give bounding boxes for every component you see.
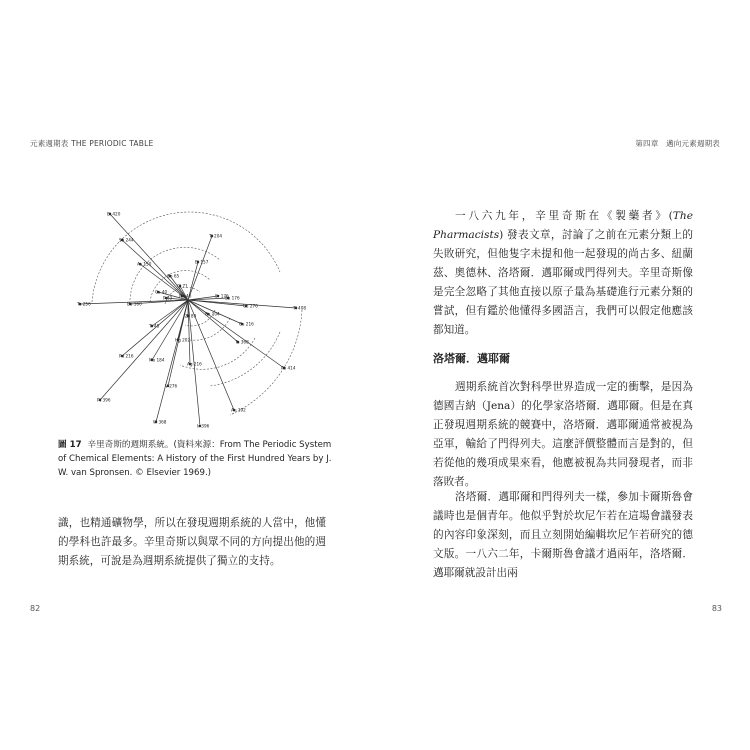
element-label: P 63 [163,295,173,301]
paragraph-segment: ) 發表文章，討論了之前在元素分類上的失敗研究，但他隻字未提和他一起發現的尚古多、紐蘭茲、奧德林、洛塔爾．邁耶爾或門得列夫。辛里奇斯像是完全忽略了其他直接以原子量為基礎進行元素分類的嘗試，但有鑑於他懂得多國語言，我們可以假定他應該都知道。 [433,229,693,336]
element-label: Ta 368 [235,339,249,345]
element-label: Te 256 [77,301,91,307]
spiral-ray [188,300,238,342]
element-label: Ca 40 [155,289,168,295]
element-label: Tl 408 [293,305,307,311]
paragraph-segment: 一八六九年，辛里奇斯在《製藥者》( [455,210,673,222]
element-label: W 368 [153,419,167,425]
element-label: As 150 [137,261,152,267]
element-label: Ru 104 [205,311,220,317]
running-head: 第四章 邁向元素週期表 [635,139,720,148]
figure-periodic-system-spiral [70,200,310,429]
journal-title: The Pharmacists [433,210,693,241]
spiral-arc [190,318,230,340]
element-label: Pb 414 [281,365,296,371]
element-label: Sb 176 [225,295,240,301]
spiral-ray [188,236,212,300]
element-label: Bi 420 [107,211,121,217]
right-page [375,0,750,750]
spiral-diagram [70,200,310,429]
section-heading: 洛塔爾．邁耶爾 [433,352,510,365]
element-label: Ag 216 [187,361,202,367]
running-head: 元素週期表 THE PERIODIC TABLE [30,139,154,148]
body-paragraph [433,207,693,340]
element-label: Tl 204 [209,233,223,239]
element-label: Cl 71 [177,283,188,289]
element-label: V 276 [165,383,178,389]
element-label: Hg 202 [175,337,191,343]
element-label: Pd 216 [119,353,134,359]
element-label: Os 216 [239,321,254,327]
element-label: Pt 396 [97,397,111,403]
spiral-ray [188,300,296,308]
figure-caption [58,438,333,480]
element-label: Sr 176 [215,293,229,299]
element-label: Au 392 [231,407,246,413]
element-label: Ba 160 [127,301,142,307]
element-label: Zr 89 [185,313,197,319]
body-paragraph: 洛塔爾．邁耶爾和門得列夫一樣，參加卡爾斯魯會議時也是個青年。他似乎對於坎尼乍若在這場會議發表的內容印象深刻，而且立刻開始編輯坎尼乍若研究的德文版。一八六二年，卡爾斯魯會議才過兩年，洛塔爾．邁耶爾就設計出兩 [433,491,693,579]
element-label: Na 46 [179,293,192,299]
element-label: Ce 276 [243,303,258,309]
page-number: 83 [711,604,722,613]
figure-caption-text: 辛里奇斯的週期系統。(資料來源：From The Periodic System of Chemical Elements: A History of the First Hundred Years by J. W. van Spronsen. © Elsevier 1969.) [58,440,332,478]
element-label: Ti 48 [149,323,160,329]
element-label: Ir 396 [197,423,210,429]
page-number: 82 [30,604,41,613]
figure-label: 圖 17 [58,440,82,450]
element-label: Bi 157 [195,259,209,265]
element-label: Sb 244 [119,237,134,243]
body-paragraph: 週期系統首次對科學世界造成一定的衝擊，是因為德國吉納（Jena）的化學家洛塔爾．邁耶爾。但是在真正發現週期系統的競賽中，洛塔爾．邁耶爾通常被視為亞軍，輸給了門得列夫。這麼評價整體而言是對的，但若從他的幾項成果來看，他應被視為共同發現者，而非落敗者。 [433,381,693,488]
element-label: Zn 65 [167,273,180,279]
element-label: Mo 184 [149,357,165,363]
body-paragraph: 識，也精通礦物學，所以在發現週期系統的人當中，他懂的學科也許最多。辛里奇斯以與眾不同的方向提出他的週期系統，可說是為週期系統提供了獨立的支持。 [58,517,326,567]
